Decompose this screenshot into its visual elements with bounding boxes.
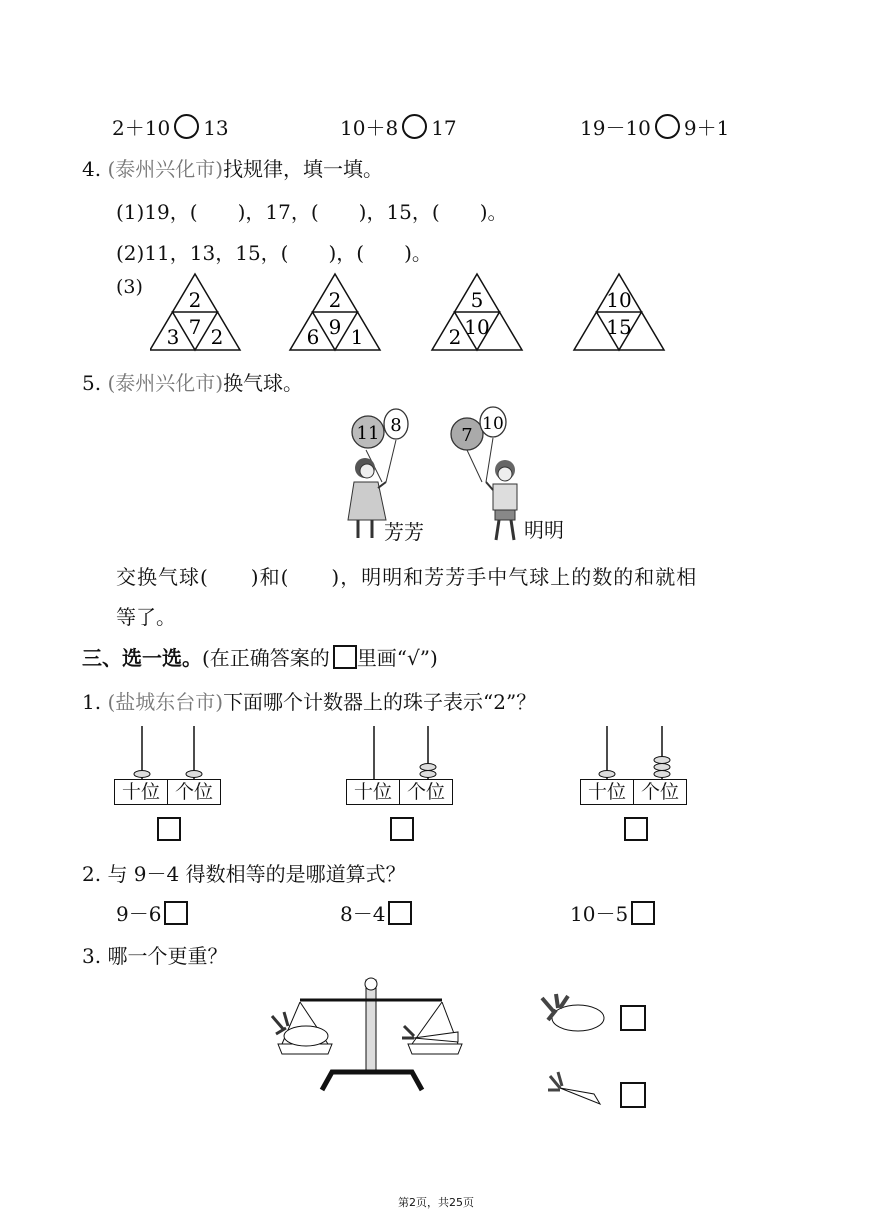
s3-question-1-heading: 1. (盐城东台市)下面哪个计数器上的珠子表示“2”？ xyxy=(82,690,537,714)
compare-item-3: 19－10 9＋1 xyxy=(580,116,730,140)
triangle-puzzle-4 xyxy=(574,274,664,350)
carrot-on-scale xyxy=(414,1032,458,1042)
triangle-number-mid: 10 xyxy=(464,315,490,339)
compare-item-1: 2＋10 13 xyxy=(112,116,229,140)
compare-circle[interactable] xyxy=(655,114,680,139)
girl-figure xyxy=(348,458,386,538)
section-3-heading: 三、选一选。(在正确答案的 里画“√”) xyxy=(82,646,438,670)
balloon-label: 8 xyxy=(390,415,402,436)
s3-question-3-heading: 3. 哪一个更重？ xyxy=(82,944,228,968)
balloon-label: 10 xyxy=(482,414,504,434)
s3q2-option-1: 9－6 xyxy=(116,898,188,927)
question-4-sub3-label: (3) xyxy=(116,276,143,298)
triangle-number-bl: 3 xyxy=(166,325,180,349)
option-checkbox[interactable] xyxy=(388,901,412,925)
carrot-icon xyxy=(546,1070,606,1110)
girl-name: 芳芳 xyxy=(384,520,424,544)
triangle-number-top: 2 xyxy=(188,288,202,312)
triangle-number-bl: 2 xyxy=(448,325,462,349)
option-checkbox[interactable] xyxy=(164,901,188,925)
abacus-1-base: 十位 个位 xyxy=(114,779,221,805)
triangle-number-mid: 7 xyxy=(188,315,202,339)
question-4-sub2: (2)11，13，15，( )，( )。 xyxy=(116,241,432,265)
balloon-label: 11 xyxy=(356,423,380,444)
triangle-number-top: 2 xyxy=(328,288,342,312)
triangle-number-mid: 15 xyxy=(606,315,632,339)
question-4-heading: 4. (泰州兴化市)找规律，填一填。 xyxy=(82,157,384,181)
abacus-2-checkbox[interactable] xyxy=(390,817,414,841)
radish-on-scale xyxy=(284,1026,328,1046)
compare-item-2: 10＋8 17 xyxy=(340,116,457,140)
abacus-3-rods xyxy=(580,720,690,780)
triangle-puzzle-3 xyxy=(432,274,522,350)
s3q2-option-2: 8－4 xyxy=(340,898,412,927)
triangle-number-br: 2 xyxy=(210,325,224,349)
radish-icon xyxy=(538,990,608,1035)
abacus-1-checkbox[interactable] xyxy=(157,817,181,841)
question-5-heading: 5. (泰州兴化市)换气球。 xyxy=(82,371,304,395)
boy-figure xyxy=(486,460,517,540)
question-5-text-line2: 等了。 xyxy=(116,605,176,629)
radish-checkbox[interactable] xyxy=(620,1005,646,1031)
compare-circle[interactable] xyxy=(402,114,427,139)
abacus-2-rods xyxy=(348,720,458,780)
option-checkbox[interactable] xyxy=(631,901,655,925)
triangle-number-top: 10 xyxy=(606,288,632,312)
abacus-3-checkbox[interactable] xyxy=(624,817,648,841)
balance-scale-icon xyxy=(262,972,472,1102)
question-4-sub1: (1)19，( )，17，( )，15，( )。 xyxy=(116,200,508,224)
compare-circle[interactable] xyxy=(174,114,199,139)
page-footer: 第2页，共25页 xyxy=(398,1196,474,1209)
carrot-checkbox[interactable] xyxy=(620,1082,646,1108)
triangle-number-top: 5 xyxy=(470,288,484,312)
abacus-1-rods xyxy=(116,720,226,780)
boy-name: 明明 xyxy=(524,518,564,542)
triangle-puzzles xyxy=(150,270,680,355)
abacus-3-base: 十位 个位 xyxy=(580,779,687,805)
triangle-number-mid: 9 xyxy=(328,315,342,339)
question-5-text-line1: 交换气球( )和( )，明明和芳芳手中气球上的数的和就相 xyxy=(116,565,698,589)
answer-box-icon xyxy=(333,645,357,669)
triangle-number-bl: 6 xyxy=(306,325,320,349)
triangle-puzzle-1 xyxy=(150,274,240,350)
abacus-2-base: 十位 个位 xyxy=(346,779,453,805)
s3q2-option-3: 10－5 xyxy=(570,898,655,927)
s3-question-2-heading: 2. 与 9－4 得数相等的是哪道算式？ xyxy=(82,862,406,886)
triangle-puzzle-2 xyxy=(290,274,380,350)
balloon-label: 7 xyxy=(461,425,473,446)
triangle-number-br: 1 xyxy=(350,325,364,349)
